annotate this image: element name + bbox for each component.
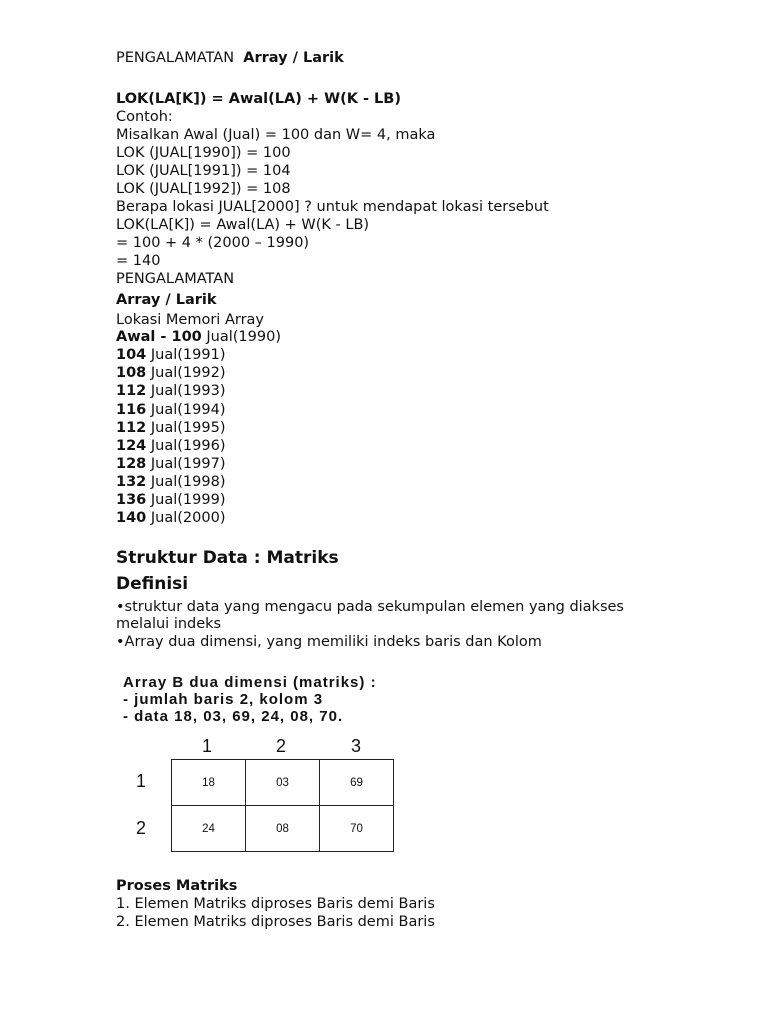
definition-line: •Array dua dimensi, yang memiliki indeks baris dan Kolom bbox=[116, 634, 542, 650]
memory-label: Jual(1990) bbox=[206, 329, 281, 345]
example-line: LOK (JUAL[1992]) = 108 bbox=[116, 181, 291, 197]
memory-label: Jual(1995) bbox=[150, 420, 226, 436]
memory-addr: 140 bbox=[116, 510, 147, 526]
example-line: Misalkan Awal (Jual) = 100 dan W= 4, maka bbox=[116, 127, 436, 143]
memory-row bbox=[116, 382, 226, 400]
matrix-cell: 69 bbox=[320, 760, 394, 806]
matrix-cell: 08 bbox=[246, 806, 320, 852]
memory-row bbox=[116, 473, 226, 491]
memory-addr: 132 bbox=[116, 474, 147, 490]
matrix-row bbox=[172, 806, 394, 852]
memory-label: Jual(1993) bbox=[150, 383, 226, 399]
memory-addr: 112 bbox=[116, 420, 147, 436]
memory-row bbox=[116, 509, 226, 527]
definition-title: Definisi bbox=[116, 574, 189, 594]
array-title: Array / Larik bbox=[116, 292, 217, 308]
process-title: Proses Matriks bbox=[116, 878, 238, 894]
matrix-cell: 24 bbox=[172, 806, 246, 852]
memory-row bbox=[116, 491, 226, 509]
memory-label: Jual(1997) bbox=[150, 456, 226, 472]
matrix-cell: 03 bbox=[246, 760, 320, 806]
header-line bbox=[116, 49, 344, 67]
figure-caption-line: - data 18, 03, 69, 24, 08, 70. bbox=[123, 708, 344, 725]
matrix-cell: 70 bbox=[320, 806, 394, 852]
matrix-row bbox=[172, 760, 394, 806]
example-line: Berapa lokasi JUAL[2000] ? untuk mendapat lokasi tersebut bbox=[116, 199, 549, 215]
matrix-col-header: 3 bbox=[351, 736, 362, 756]
memory-row bbox=[116, 437, 226, 455]
memory-row bbox=[116, 328, 281, 346]
memory-label: Jual(1996) bbox=[150, 438, 226, 454]
example-line: LOK (JUAL[1990]) = 100 bbox=[116, 145, 291, 161]
matrix-col-header: 2 bbox=[276, 736, 287, 756]
matrix-figure bbox=[121, 672, 421, 862]
memory-addr: Awal - 100 bbox=[116, 329, 202, 345]
definition-line: melalui indeks bbox=[116, 616, 222, 632]
memory-row bbox=[116, 346, 226, 364]
memory-addr: 112 bbox=[116, 383, 147, 399]
process-line: 2. Elemen Matriks diproses Baris demi Baris bbox=[116, 914, 435, 930]
matrix-col-header: 1 bbox=[202, 736, 213, 756]
example-line: LOK(LA[K]) = Awal(LA) + W(K - LB) bbox=[116, 217, 370, 233]
process-line: 1. Elemen Matriks diproses Baris demi Baris bbox=[116, 896, 435, 912]
memory-title: Lokasi Memori Array bbox=[116, 312, 264, 328]
example-line: = 140 bbox=[116, 253, 161, 269]
memory-label: Jual(2000) bbox=[150, 510, 226, 526]
example-line: LOK (JUAL[1991]) = 104 bbox=[116, 163, 291, 179]
matrix-row-header: 2 bbox=[136, 818, 147, 838]
formula: LOK(LA[K]) = Awal(LA) + W(K - LB) bbox=[116, 91, 401, 107]
figure-caption-line: - jumlah baris 2, kolom 3 bbox=[123, 691, 324, 708]
memory-addr: 104 bbox=[116, 347, 147, 363]
memory-row bbox=[116, 419, 226, 437]
memory-label: Jual(1991) bbox=[150, 347, 226, 363]
memory-row bbox=[116, 401, 226, 419]
matrix-row-header: 1 bbox=[136, 771, 147, 791]
figure-caption-line: Array B dua dimensi (matriks) : bbox=[123, 674, 377, 691]
matrix-grid bbox=[171, 759, 394, 852]
matrix-cell: 18 bbox=[172, 760, 246, 806]
memory-label: Jual(1999) bbox=[150, 492, 226, 508]
example-line: PENGALAMATAN bbox=[116, 271, 235, 287]
section-title: Struktur Data : Matriks bbox=[116, 548, 339, 568]
header-bold: Array / Larik bbox=[243, 50, 344, 66]
example-line: Contoh: bbox=[116, 109, 173, 125]
header-prefix: PENGALAMATAN bbox=[116, 50, 235, 66]
memory-addr: 136 bbox=[116, 492, 147, 508]
memory-addr: 108 bbox=[116, 365, 147, 381]
definition-line: •struktur data yang mengacu pada sekumpulan elemen yang diakses bbox=[116, 599, 624, 615]
memory-addr: 116 bbox=[116, 402, 147, 418]
memory-label: Jual(1998) bbox=[150, 474, 226, 490]
memory-row bbox=[116, 364, 226, 382]
memory-label: Jual(1992) bbox=[150, 365, 226, 381]
memory-addr: 124 bbox=[116, 438, 147, 454]
memory-label: Jual(1994) bbox=[150, 402, 226, 418]
memory-addr: 128 bbox=[116, 456, 147, 472]
memory-row bbox=[116, 455, 226, 473]
example-line: = 100 + 4 * (2000 – 1990) bbox=[116, 235, 310, 251]
